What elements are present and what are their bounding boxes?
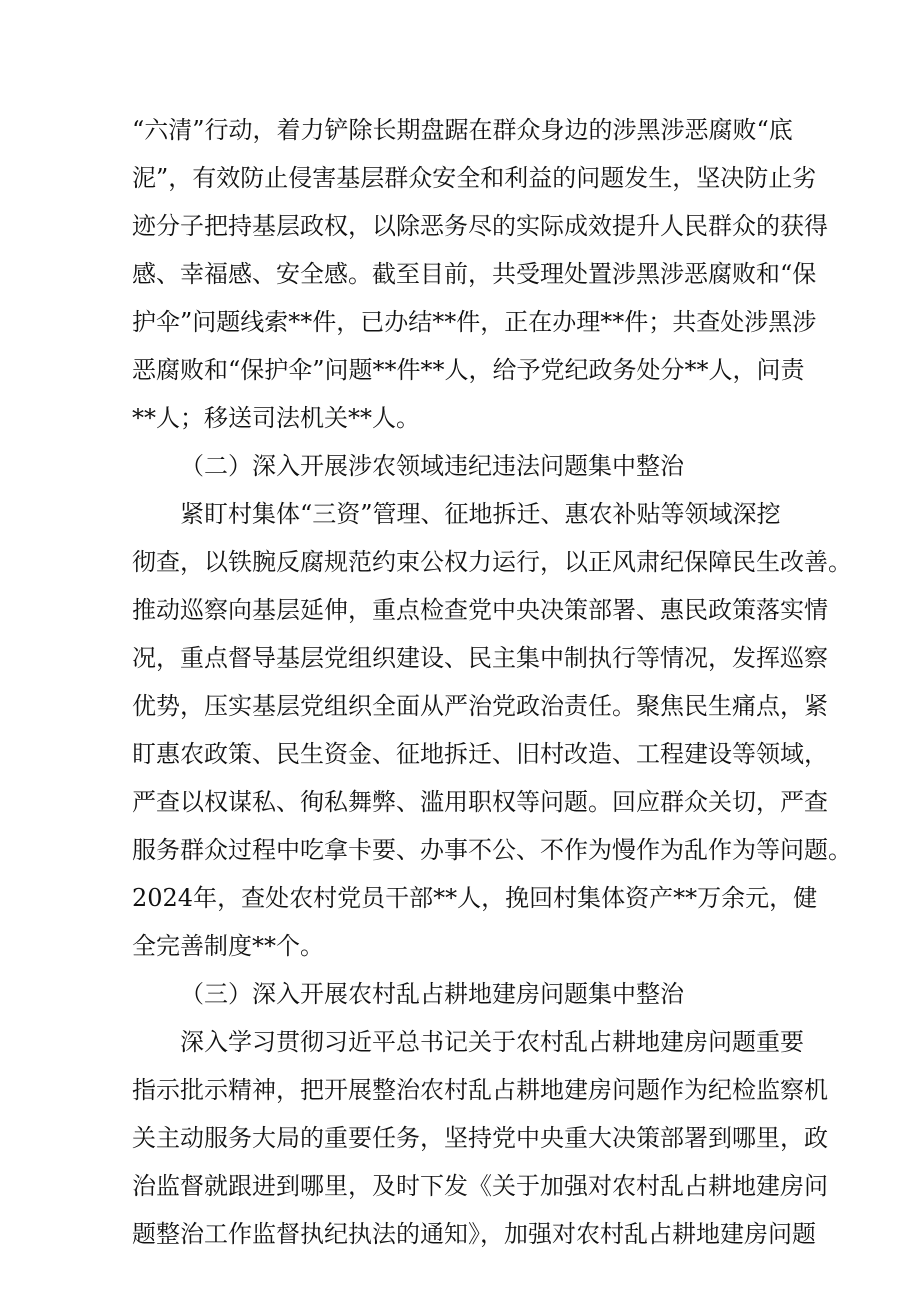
paragraph-line: “六清”行动，着力铲除长期盘踞在群众身边的涉黑涉恶腐败“底 [132, 116, 793, 144]
paragraph-line: 2024年，查处农村党员干部**人，挽回村集体资产**万余元，健 [132, 884, 818, 912]
paragraph-line: 治监督就跟进到哪里，及时下发《关于加强对农村乱占耕地建房问 [132, 1172, 828, 1200]
paragraph-line: 关主动服务大局的重要任务，坚持党中央重大决策部署到哪里，政 [132, 1124, 828, 1152]
paragraph-line: 优势，压实基层党组织全面从严治党政治责任。聚焦民生痛点，紧 [132, 692, 828, 720]
paragraph-line: 题整治工作监督执纪执法的通知》，加强对农村乱占耕地建房问题 [132, 1220, 816, 1248]
paragraph-line: 紧盯村集体“三资”管理、征地拆迁、惠农补贴等领域深挖 [180, 500, 781, 528]
paragraph-line: 推动巡察向基层延伸，重点检查党中央决策部署、惠民政策落实情 [132, 596, 828, 624]
paragraph-line: 泥”，有效防止侵害基层群众安全和利益的问题发生，坚决防止劣 [132, 164, 817, 192]
paragraph-line: 感、幸福感、安全感。截至目前，共受理处置涉黑涉恶腐败和“保 [132, 260, 817, 288]
paragraph-line: 护伞”问题线索**件，已办结**件，正在办理**件；共查处涉黑涉 [132, 308, 817, 336]
section-heading-3: （三）深入开展农村乱占耕地建房问题集中整治 [180, 980, 684, 1008]
paragraph-line: 严查以权谋私、徇私舞弊、滥用职权等问题。回应群众关切，严查 [132, 788, 828, 816]
paragraph-line: 全完善制度**个。 [132, 932, 324, 960]
section-heading-2: （二）深入开展涉农领域违纪违法问题集中整治 [180, 452, 684, 480]
paragraph-line: 况，重点督导基层党组织建设、民主集中制执行等情况，发挥巡察 [132, 644, 828, 672]
paragraph-line: 彻查，以铁腕反腐规范约束公权力运行，以正风肃纪保障民生改善。 [132, 548, 852, 576]
paragraph-line: 深入学习贯彻习近平总书记关于农村乱占耕地建房问题重要 [180, 1028, 804, 1056]
paragraph-line: 服务群众过程中吃拿卡要、办事不公、不作为慢作为乱作为等问题。 [132, 836, 852, 864]
paragraph-line: **人；移送司法机关**人。 [132, 404, 420, 432]
paragraph-line: 恶腐败和“保护伞”问题**件**人，给予党纪政务处分**人，问责 [132, 356, 805, 384]
paragraph-line: 指示批示精神，把开展整治农村乱占耕地建房问题作为纪检监察机 [132, 1076, 828, 1104]
paragraph-line: 迹分子把持基层政权，以除恶务尽的实际成效提升人民群众的获得 [132, 212, 828, 240]
paragraph-line: 盯惠农政策、民生资金、征地拆迁、旧村改造、工程建设等领域， [132, 740, 828, 768]
